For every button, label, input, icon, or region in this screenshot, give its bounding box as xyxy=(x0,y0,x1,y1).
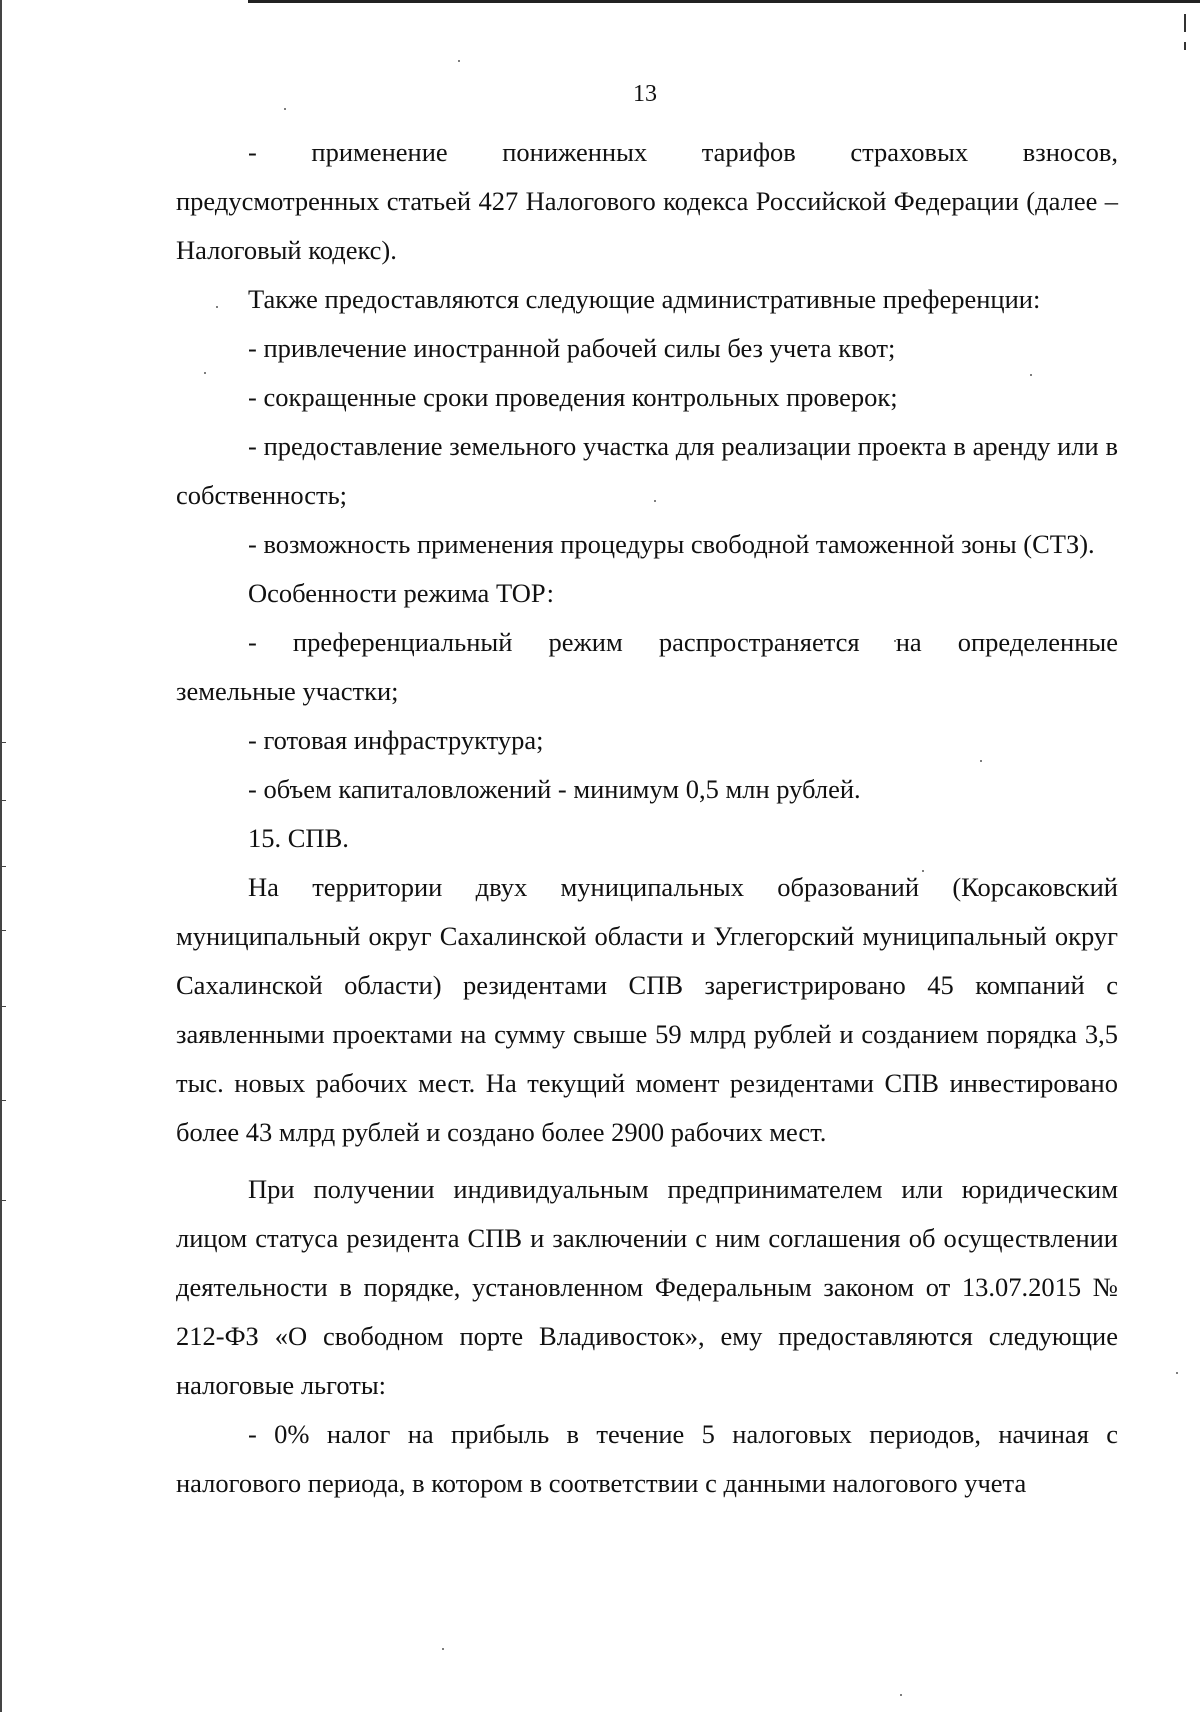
word: - xyxy=(248,137,257,167)
word: определенные xyxy=(957,627,1118,657)
scan-speck xyxy=(458,60,460,62)
scan-edge-tick xyxy=(0,1200,6,1201)
justified-first-line xyxy=(176,128,1118,177)
paragraph-spv-tax-benefits-intro: При получении индивидуальным предпринимателем или юридическим лицом статуса резидента СПВ и заключении с ним соглашения об осуществлении деятельности в порядке, установленном Федеральным законом от 13.07.2015 № 212-ФЗ «О свободном порте Владивосток», ему предоставляются следующие налоговые льготы: xyxy=(176,1174,1118,1400)
paragraph-tor-features-heading: Особенности режима ТОР: xyxy=(248,578,555,608)
scan-edge-tick xyxy=(0,930,6,931)
word: пониженных xyxy=(502,137,648,167)
word: преференциальный xyxy=(292,627,513,657)
paragraph-gap xyxy=(176,1157,1118,1165)
scan-edge-tick xyxy=(0,800,6,801)
section-heading-spv: 15. СПВ. xyxy=(248,823,349,853)
scan-right-mark xyxy=(1184,42,1186,50)
list-item-free-customs-zone: - возможность применения процедуры свободной таможенной зоны (СТЗ). xyxy=(248,529,1095,559)
scan-edge-tick xyxy=(0,742,6,743)
list-item-land-plot: - предоставление земельного участка для реализации проекта в аренду или в собственность; xyxy=(176,431,1118,510)
page-number: 13 xyxy=(633,81,657,107)
paragraph-continuation: земельные участки; xyxy=(176,676,399,706)
top-rule xyxy=(248,0,1200,3)
list-item-land-plots-regime xyxy=(176,618,1118,716)
scan-edge-tick xyxy=(0,1100,6,1101)
word: на xyxy=(895,627,922,657)
scan-speck xyxy=(284,108,286,110)
list-item-reduced-tariffs xyxy=(176,128,1118,275)
word: режим xyxy=(548,627,623,657)
scan-edge-tick xyxy=(0,866,6,867)
list-item-ready-infrastructure: - готовая инфраструктура; xyxy=(248,725,544,755)
scan-right-mark xyxy=(1184,14,1186,32)
list-item-foreign-labor: - привлечение иностранной рабочей силы без учета квот; xyxy=(248,333,896,363)
paragraph-spv-residents: На территории двух муниципальных образований (Корсаковский муниципальный округ Сахалинской области и Углегорский муниципальный округ Сахалинской области) резидентами СПВ зарегистрировано 45 компаний с заявленными проектами на сумму свыше 59 млрд рублей и созданием порядка 3,5 тыс. новых рабочих мест. На текущий момент резидентами СПВ инвестировано более 43 млрд рублей и создано более 2900 рабочих мест. xyxy=(176,872,1118,1147)
word: тарифов xyxy=(701,137,796,167)
list-item-zero-profit-tax: - 0% налог на прибыль в течение 5 налоговых периодов, начиная с налогового периода, в котором в соответствии с данными налогового учета xyxy=(176,1419,1118,1498)
document-body xyxy=(176,128,1118,1508)
word: распространяется xyxy=(658,627,860,657)
word: страховых xyxy=(850,137,969,167)
scan-speck xyxy=(1176,1372,1178,1374)
scan-speck xyxy=(900,1694,902,1696)
paragraph-admin-preferences-intro: Также предоставляются следующие административные преференции: xyxy=(248,284,1041,314)
justified-first-line xyxy=(176,618,1118,667)
word: - xyxy=(248,627,257,657)
word: взносов, xyxy=(1022,137,1118,167)
paragraph-continuation: предусмотренных статьей 427 Налогового кодекса Российской Федерации (далее – Налоговый кодекс). xyxy=(176,186,1118,265)
list-item-capital-investment: - объем капиталовложений - минимум 0,5 млн рублей. xyxy=(248,774,861,804)
list-item-shortened-inspections: - сокращенные сроки проведения контрольных проверок; xyxy=(248,382,898,412)
scan-speck xyxy=(442,1648,444,1650)
scan-left-edge xyxy=(0,0,2,1712)
scan-edge-tick xyxy=(0,1006,6,1007)
word: применение xyxy=(311,137,448,167)
